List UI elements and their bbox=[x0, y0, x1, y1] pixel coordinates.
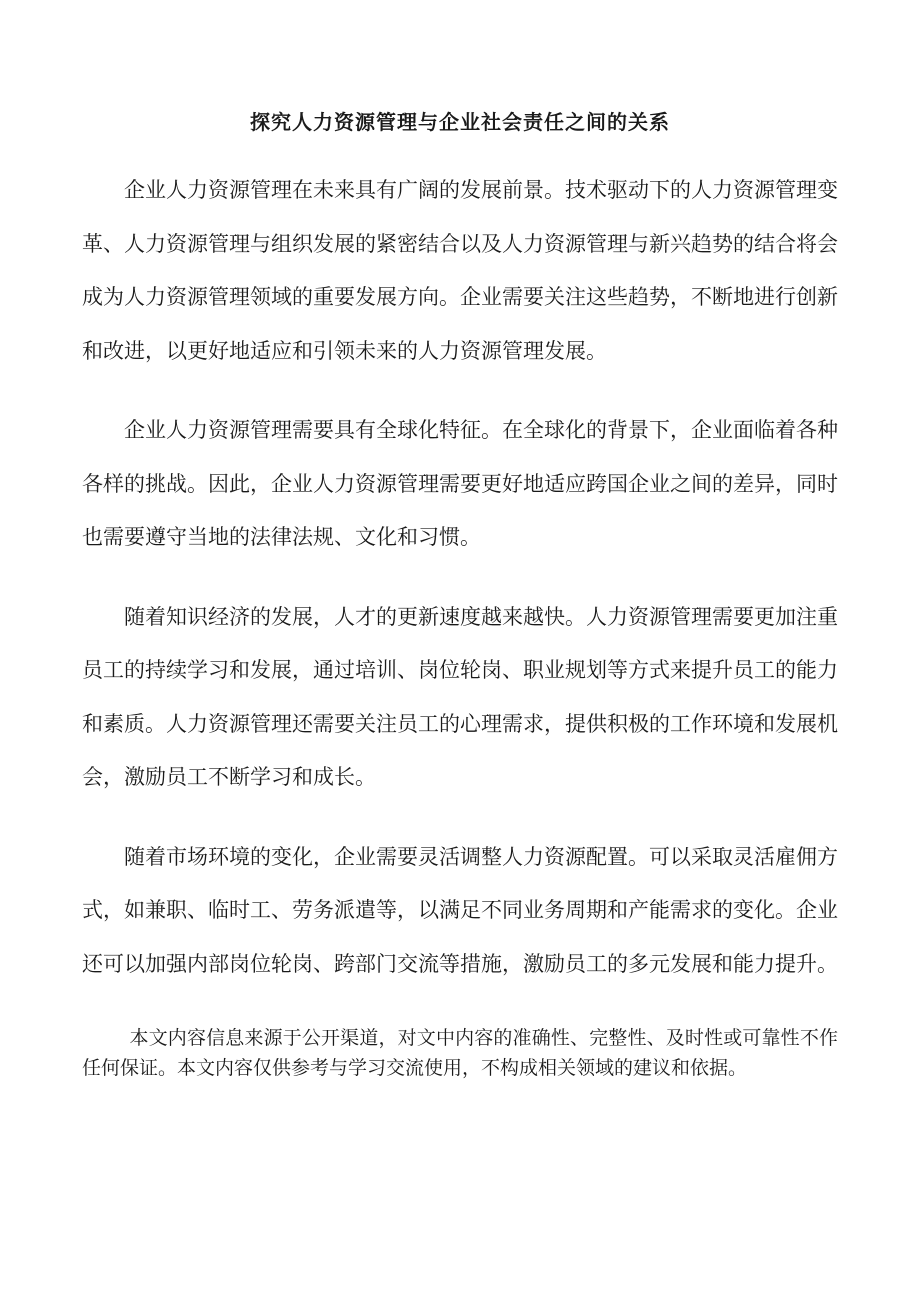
body-paragraph-3: 随着知识经济的发展，人才的更新速度越来越快。人力资源管理需要更加注重员工的持续学习和发展，通过培训、岗位轮岗、职业规划等方式来提升员工的能力和素质。人力资源管理还需要关注员工的心理需求，提供积极的工作环境和发展机会，激励员工不断学习和成长。 bbox=[82, 604, 838, 789]
body-paragraph-2: 企业人力资源管理需要具有全球化特征。在全球化的背景下，企业面临着各种各样的挑战。因此，企业人力资源管理需要更好地适应跨国企业之间的差异，同时也需要遵守当地的法律法规、文化和习惯。 bbox=[82, 418, 838, 549]
body-paragraph-4: 随着市场环境的变化，企业需要灵活调整人力资源配置。可以采取灵活雇佣方式，如兼职、临时工、劳务派遣等，以满足不同业务周期和产能需求的变化。企业还可以加强内部岗位轮岗、跨部门交流等措施，激励员工的多元发展和能力提升。 bbox=[82, 844, 838, 976]
disclaimer-paragraph: 本文内容信息来源于公开渠道，对文中内容的准确性、完整性、及时性或可靠性不作任何保证。本文内容仅供参考与学习交流使用，不构成相关领域的建议和依据。 bbox=[82, 1027, 838, 1079]
body-paragraph-1: 企业人力资源管理在未来具有广阔的发展前景。技术驱动下的人力资源管理变革、人力资源管理与组织发展的紧密结合以及人力资源管理与新兴趋势的结合将会成为人力资源管理领域的重要发展方向。企业需要关注这些趋势，不断地进行创新和改进，以更好地适应和引领未来的人力资源管理发展。 bbox=[82, 178, 838, 363]
document-title: 探究人力资源管理与企业社会责任之间的关系 bbox=[250, 110, 670, 134]
